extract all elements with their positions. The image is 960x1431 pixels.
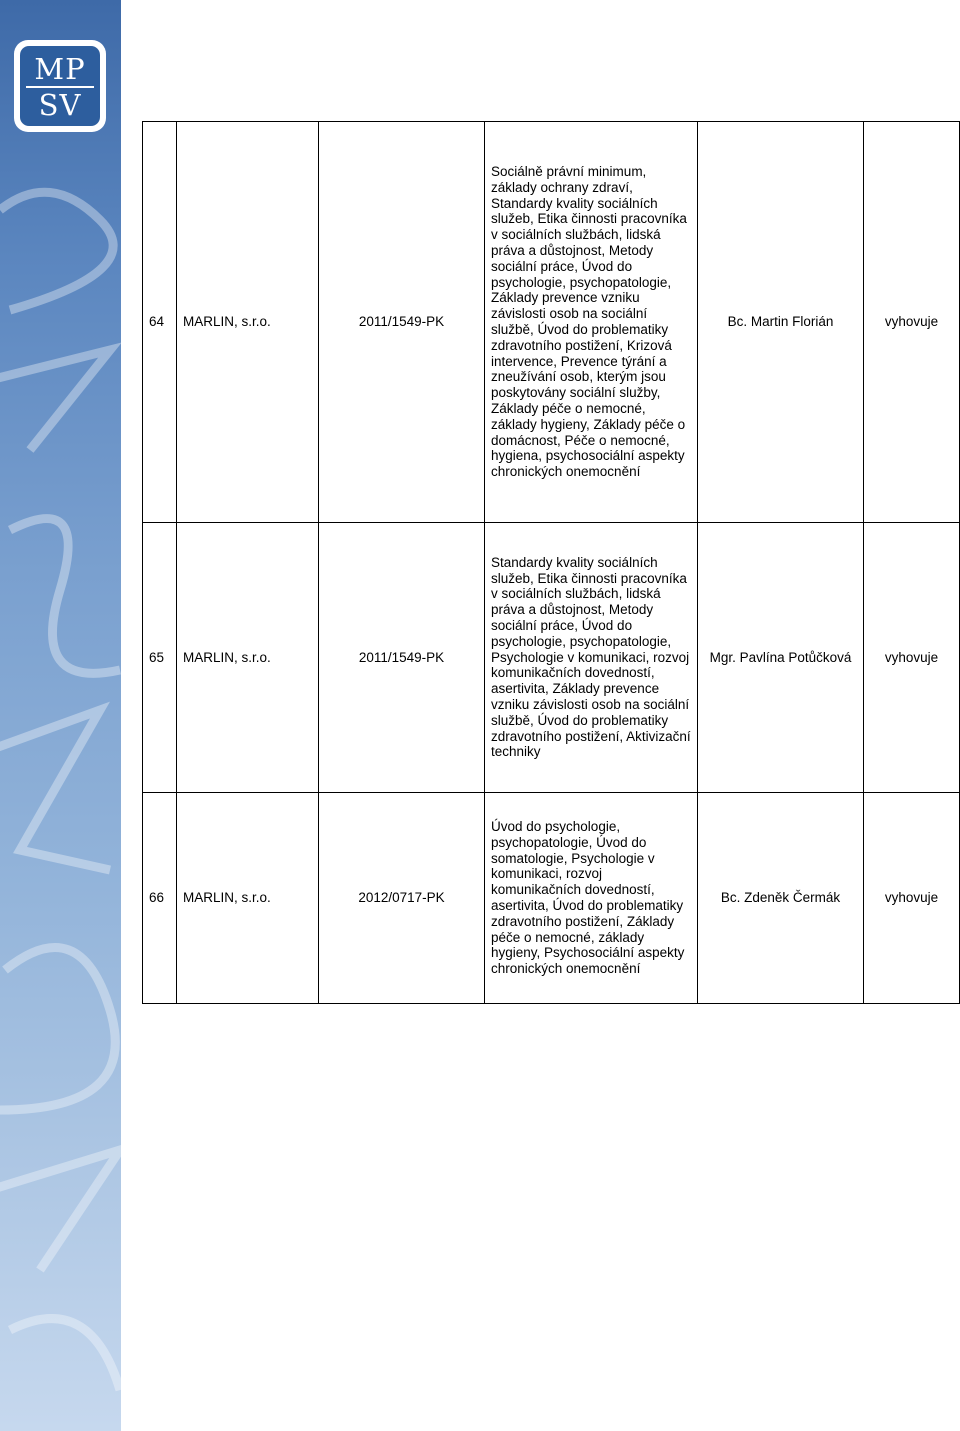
verdict: vyhovuje: [864, 122, 960, 523]
course-list: Sociálně právní minimum, základy ochrany zdraví, Standardy kvality sociálních služeb, Etika činnosti pracovníka v sociálních službách, lidská práva a důstojnost, Metody sociální práce, Úvod do psychologie, psychopatologie, Základy prevence vzniku závislosti osob na sociální službě, Úvod do problematiky zdravotního postižení, Krizová intervence, Prevence týrání a zneužívání osob, kterým jsou poskytovány sociální služby, Základy péče o nemocné, základy hygieny, Základy péče o domácnost, Péče o nemocné, hygiena, psychosociální aspekty chronických onemocnění: [485, 122, 698, 523]
table-row: [143, 793, 960, 1004]
verdict: vyhovuje: [864, 523, 960, 793]
course-list: Standardy kvality sociálních služeb, Etika činnosti pracovníka v sociálních službách, lidská práva a důstojnost, Metody sociální práce, Úvod do psychologie, psychopatologie, Psychologie v komunikaci, rozvoj komunikačních dovedností, asertivita, Základy prevence vzniku závislosti osob na sociální službě, Úvod do problematiky zdravotního postižení, Aktivizační techniky: [485, 523, 698, 793]
table-row: [143, 523, 960, 793]
sidebar-banner: [0, 0, 121, 1431]
assessor-name: Bc. Martin Florián: [698, 122, 864, 523]
logo-mark: [20, 46, 100, 126]
logo-line-1: MP: [34, 52, 86, 86]
provider-name: MARLIN, s.r.o.: [177, 793, 319, 1004]
accreditation-table: [142, 121, 960, 1004]
mpsv-logo: [14, 40, 106, 132]
row-number: 65: [143, 523, 177, 793]
logo-line-2: SV: [38, 88, 82, 122]
accreditation-number: 2011/1549-PK: [319, 523, 485, 793]
verdict: vyhovuje: [864, 793, 960, 1004]
watermark-pattern: [0, 150, 121, 1431]
provider-name: MARLIN, s.r.o.: [177, 523, 319, 793]
assessor-name: Mgr. Pavlína Potůčková: [698, 523, 864, 793]
course-list: Úvod do psychologie, psychopatologie, Úvod do somatologie, Psychologie v komunikaci, rozvoj komunikačních dovedností, asertivita, Úvod do problematiky zdravotního postižení, Základy péče o nemocné, základy hygieny, Psychosociální aspekty chronických onemocnění: [485, 793, 698, 1004]
table-row: [143, 122, 960, 523]
assessor-name: Bc. Zdeněk Čermák: [698, 793, 864, 1004]
row-number: 66: [143, 793, 177, 1004]
row-number: 64: [143, 122, 177, 523]
accreditation-number: 2012/0717-PK: [319, 793, 485, 1004]
accreditation-number: 2011/1549-PK: [319, 122, 485, 523]
provider-name: MARLIN, s.r.o.: [177, 122, 319, 523]
